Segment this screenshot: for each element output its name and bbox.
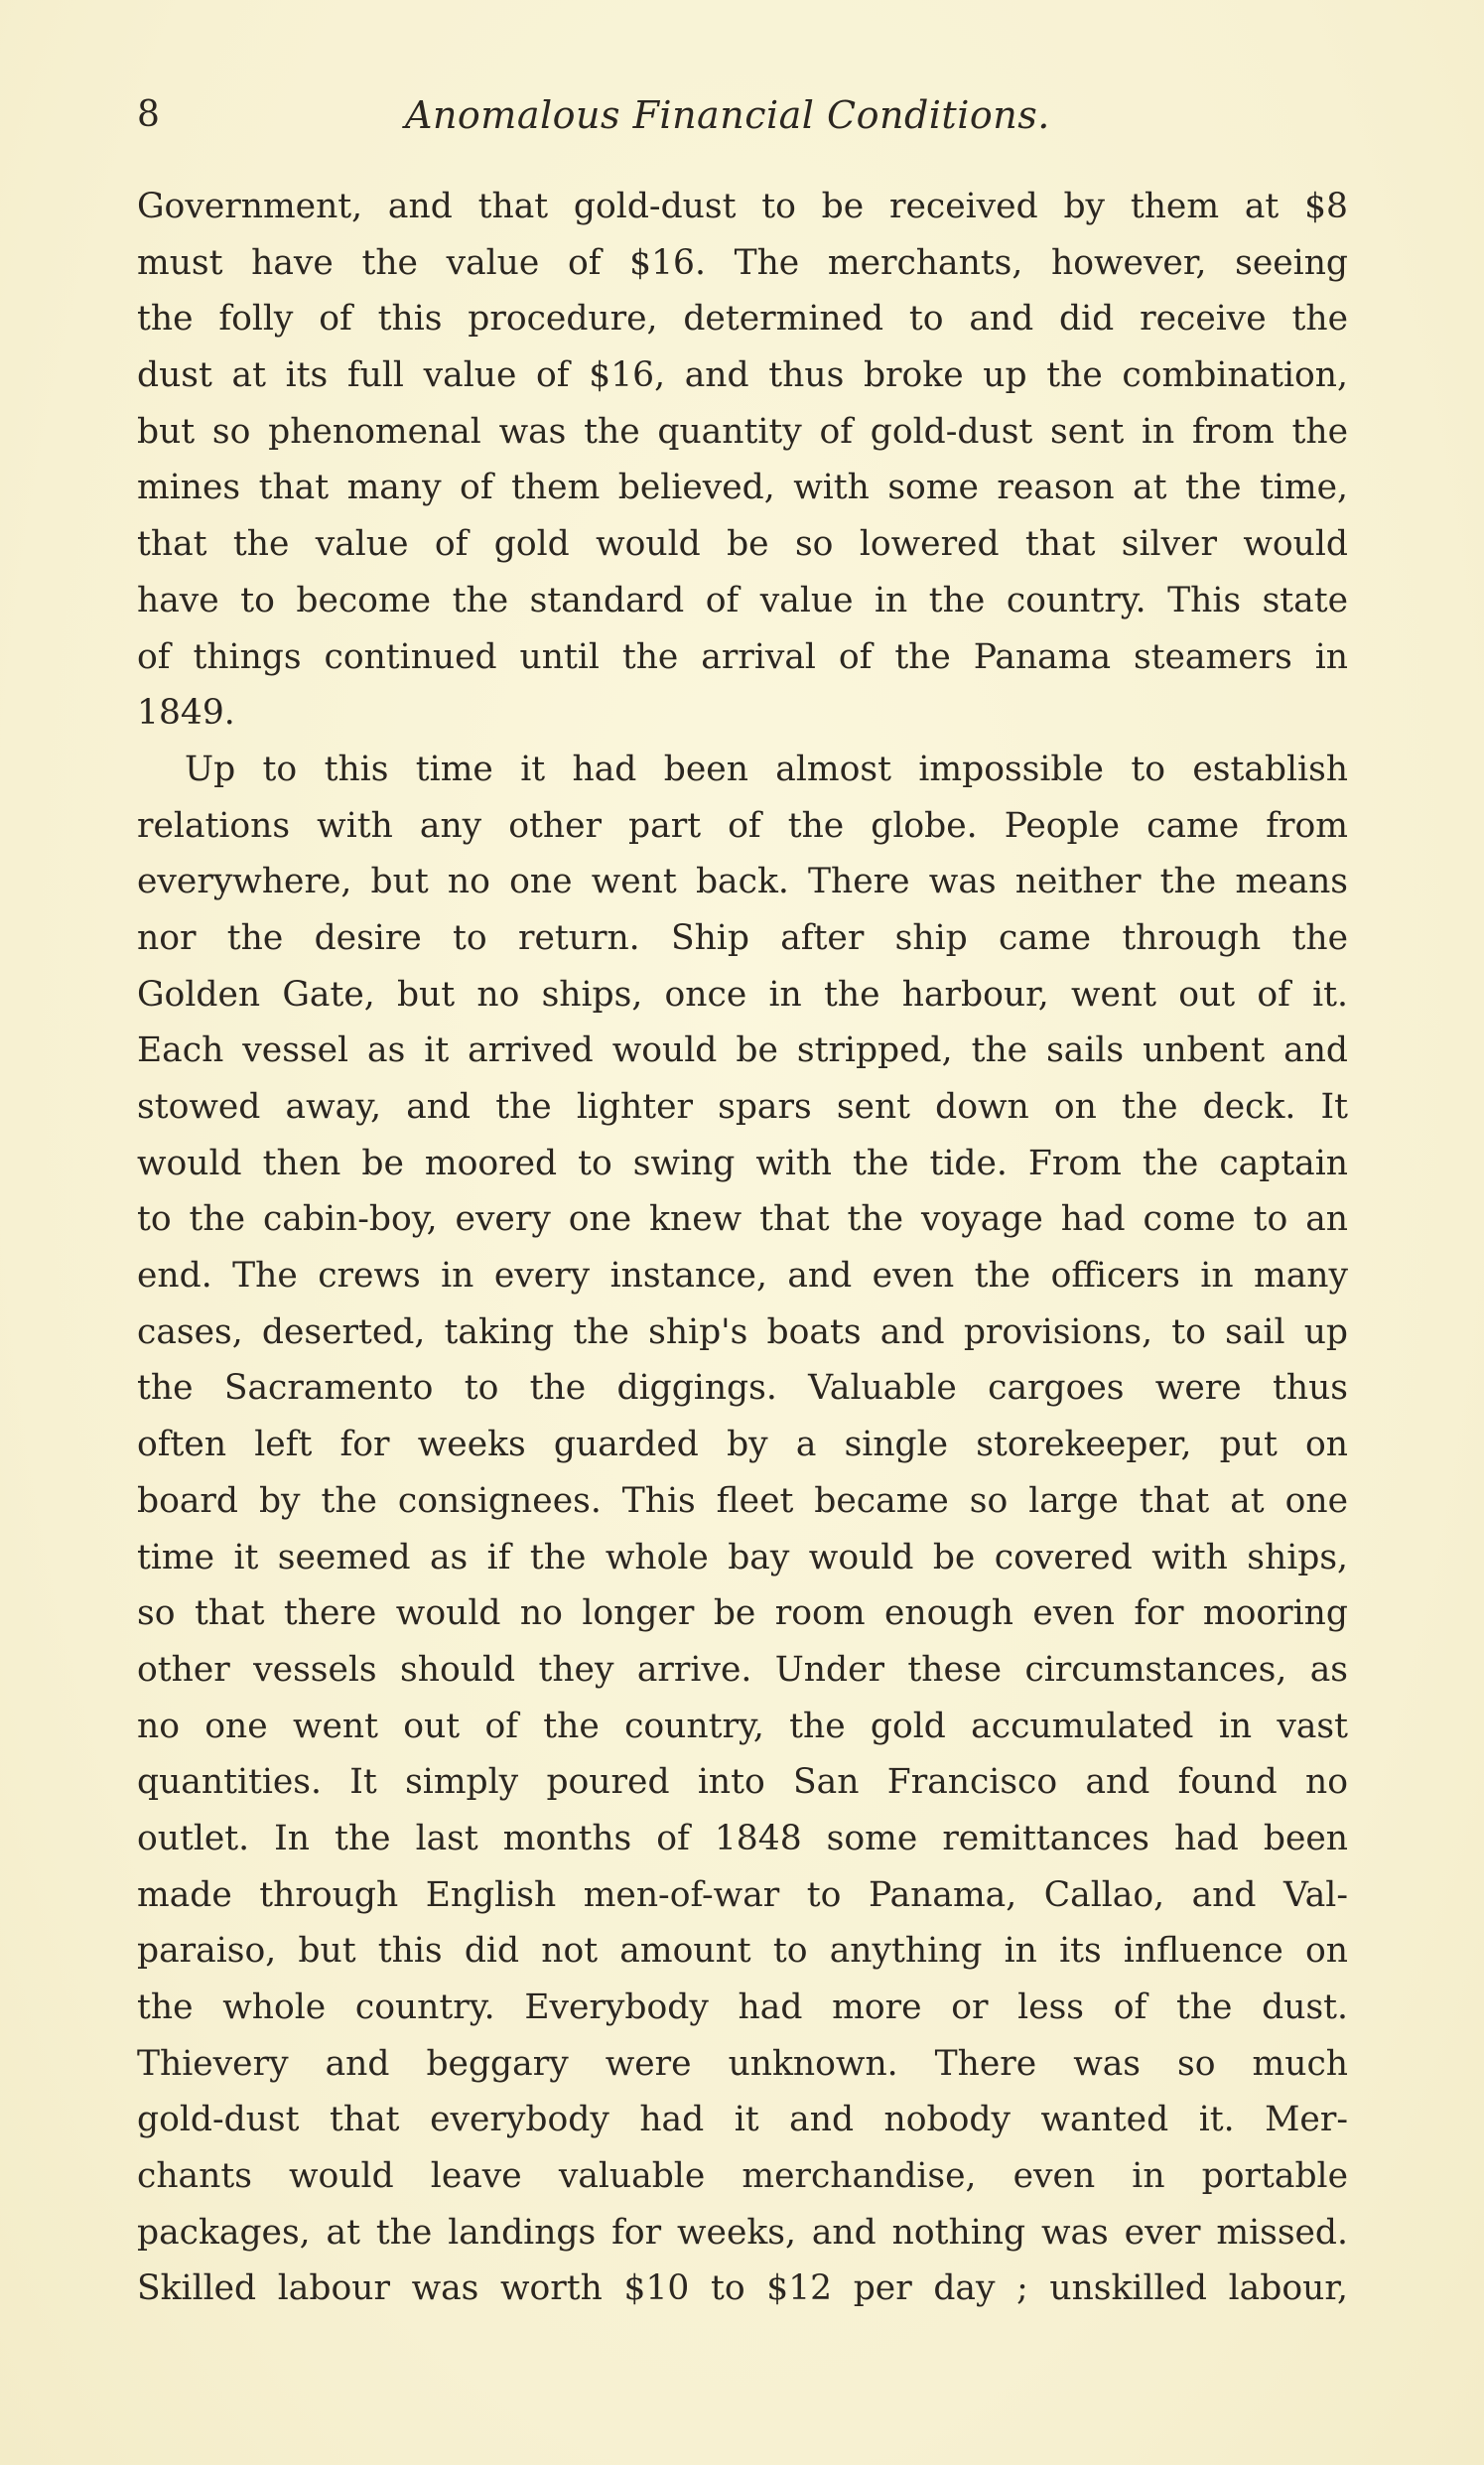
text-line: the Sacramento to the diggings. Valuable cargoes were thus bbox=[137, 1368, 1348, 1409]
paragraph-1 bbox=[137, 179, 1348, 742]
text-line: chants would leave valuable merchandise, even in portable bbox=[137, 2156, 1348, 2197]
text-line: 1849. bbox=[137, 693, 235, 734]
body-text bbox=[137, 179, 1348, 2317]
text-line: often left for weeks guarded by a single storekeeper, put on bbox=[137, 1425, 1348, 1465]
text-line: everywhere, but no one went back. There was neither the means bbox=[137, 862, 1348, 902]
running-title: Anomalous Financial Conditions. bbox=[405, 93, 1050, 137]
text-line: Golden Gate, but no ships, once in the harbour, went out of it. bbox=[137, 974, 1348, 1015]
paragraph-2 bbox=[137, 742, 1348, 2317]
text-line: nor the desire to return. Ship after ship came through the bbox=[137, 917, 1348, 958]
text-line: quantities. It simply poured into San Francisco and found no bbox=[137, 1762, 1348, 1803]
text-line: mines that many of them believed, with some reason at the time, bbox=[137, 468, 1348, 508]
page-number: 8 bbox=[137, 94, 160, 135]
text-line: Each vessel as it arrived would be stripped, the sails unbent and bbox=[137, 1030, 1348, 1071]
text-line: the folly of this procedure, determined to and did receive the bbox=[137, 299, 1348, 340]
text-line: paraiso, but this did not amount to anything in its influence on bbox=[137, 1931, 1348, 1972]
text-line: Thievery and beggary were unknown. There was so much bbox=[137, 2043, 1348, 2084]
text-line: outlet. In the last months of 1848 some remittances had been bbox=[137, 1818, 1348, 1858]
text-line: cases, deserted, taking the ship's boats and provisions, to sail up bbox=[137, 1311, 1348, 1352]
text-line: Skilled labour was worth $10 to $12 per day ; unskilled labour, bbox=[137, 2268, 1348, 2309]
text-line: Up to this time it had been almost impossible to establish bbox=[185, 749, 1348, 789]
text-line: packages, at the landings for weeks, and nothing was ever missed. bbox=[137, 2212, 1348, 2253]
text-line: of things continued until the arrival of the Panama steamers in bbox=[137, 636, 1348, 677]
text-line: would then be moored to swing with the tide. From the captain bbox=[137, 1143, 1348, 1183]
text-line: made through English men-of-war to Panama, Callao, and Val- bbox=[137, 1874, 1348, 1915]
page-header bbox=[137, 91, 1358, 141]
text-line: relations with any other part of the globe. People came from bbox=[137, 805, 1348, 846]
text-line: the whole country. Everybody had more or less of the dust. bbox=[137, 1987, 1348, 2027]
text-line: that the value of gold would be so lowered that silver would bbox=[137, 524, 1348, 565]
text-line: no one went out of the country, the gold accumulated in vast bbox=[137, 1706, 1348, 1746]
text-line: other vessels should they arrive. Under these circumstances, as bbox=[137, 1649, 1348, 1690]
text-line: but so phenomenal was the quantity of gold-dust sent in from the bbox=[137, 411, 1348, 452]
text-line: board by the consignees. This fleet became so large that at one bbox=[137, 1480, 1348, 1521]
text-line: stowed away, and the lighter spars sent down on the deck. It bbox=[137, 1087, 1348, 1127]
text-line: have to become the standard of value in the country. This state bbox=[137, 580, 1348, 620]
text-line: gold-dust that everybody had it and nobody wanted it. Mer- bbox=[137, 2100, 1348, 2140]
text-line: dust at its full value of $16, and thus broke up the combination, bbox=[137, 355, 1348, 396]
text-line: so that there would no longer be room enough even for mooring bbox=[137, 1593, 1348, 1634]
text-line: Government, and that gold-dust to be received by them at $8 bbox=[137, 187, 1348, 226]
text-line: time it seemed as if the whole bay would be covered with ships, bbox=[137, 1537, 1348, 1577]
text-line: must have the value of $16. The merchants, however, seeing bbox=[137, 242, 1348, 283]
text-line: end. The crews in every instance, and even the officers in many bbox=[137, 1256, 1348, 1297]
text-line: to the cabin-boy, every one knew that the voyage had come to an bbox=[137, 1199, 1348, 1240]
